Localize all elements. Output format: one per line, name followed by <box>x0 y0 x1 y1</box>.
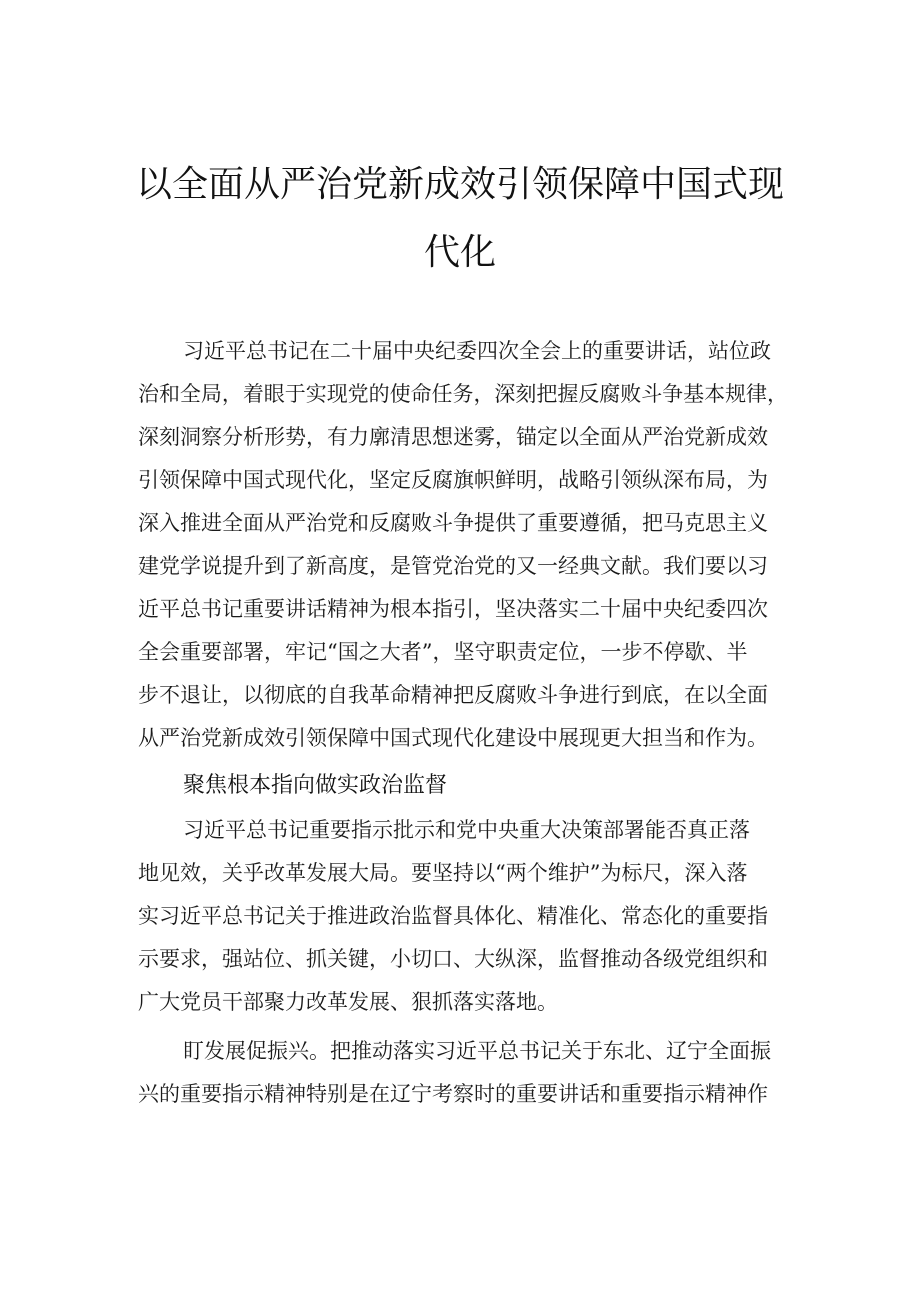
paragraph-1-line: 步不退让，以彻底的自我革命精神把反腐败斗争进行到底，在以全面 <box>138 683 768 707</box>
paragraph-1-line: 建党学说提升到了新高度，是管党治党的又一经典文献。我们要以习 <box>138 554 768 578</box>
paragraph-2-line: 实习近平总书记关于推进政治监督具体化、精准化、常态化的重要指 <box>138 904 768 928</box>
paragraph-2-line: 地见效，关乎改革发展大局。要坚持以“两个维护”为标尺，深入落 <box>138 861 748 885</box>
paragraph-3-line: 盯发展促振兴。把推动落实习近平总书记关于东北、辽宁全面振 <box>183 1039 771 1063</box>
paragraph-1-line: 全会重要部署，牢记“国之大者”，坚守职责定位，一步不停歇、半 <box>138 640 748 664</box>
document-title-line-2: 代化 <box>423 232 496 273</box>
paragraph-3-line: 兴的重要指示精神特别是在辽宁考察时的重要讲话和重要指示精神作 <box>138 1082 768 1106</box>
document-title-line-1: 以全面从严治党新成效引领保障中国式现 <box>135 164 784 205</box>
paragraph-1-line: 深刻洞察分析形势，有力廓清思想迷雾，锚定以全面从严治党新成效 <box>138 425 768 449</box>
paragraph-1-line: 深入推进全面从严治党和反腐败斗争提供了重要遵循，把马克思主义 <box>138 511 768 535</box>
paragraph-1-line: 习近平总书记在二十届中央纪委四次全会上的重要讲话，站位政 <box>183 339 771 363</box>
paragraph-1-line: 引领保障中国式现代化，坚定反腐旗帜鲜明，战略引领纵深布局，为 <box>138 468 768 492</box>
paragraph-2-line: 示要求，强站位、抓关键，小切口、大纵深，监督推动各级党组织和 <box>138 947 768 971</box>
paragraph-1-line: 治和全局，着眼于实现党的使命任务，深刻把握反腐败斗争基本规律， <box>138 382 788 406</box>
paragraph-2-line: 广大党员干部聚力改革发展、狠抓落实落地。 <box>138 990 558 1014</box>
paragraph-2-line: 习近平总书记重要指示批示和党中央重大决策部署能否真正落 <box>183 818 750 842</box>
section-heading: 聚焦根本指向做实政治监督 <box>183 773 448 798</box>
paragraph-1-line: 近平总书记重要讲话精神为根本指引，坚决落实二十届中央纪委四次 <box>138 597 768 621</box>
paragraph-1-line: 从严治党新成效引领保障中国式现代化建设中展现更大担当和作为。 <box>138 726 768 750</box>
